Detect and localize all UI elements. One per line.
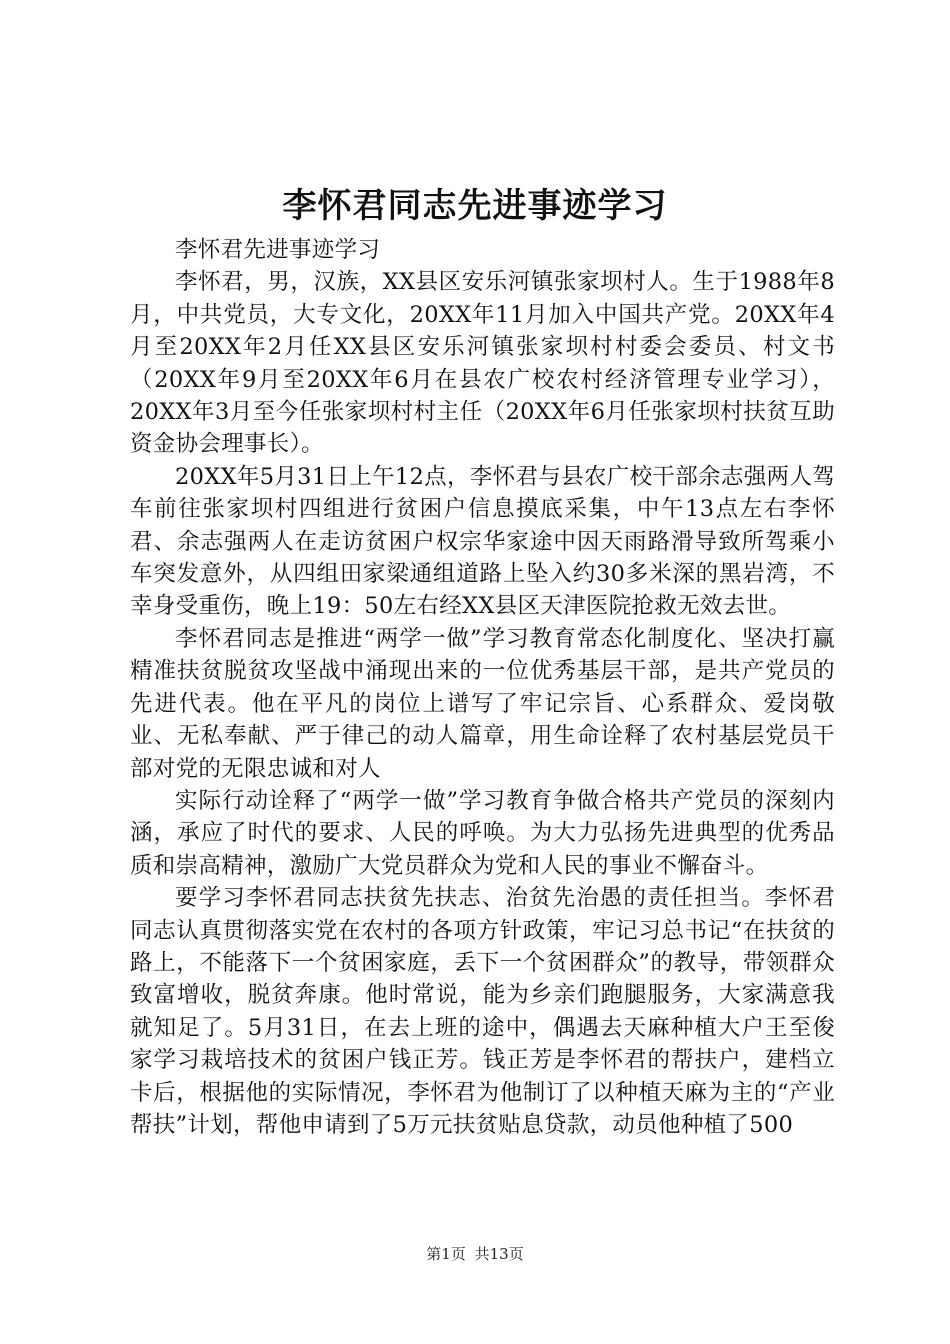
total-pages: 共13页: [474, 1245, 524, 1263]
document-subtitle: 李怀君先进事迹学习: [175, 237, 381, 263]
page-footer: [0, 1243, 950, 1264]
paragraph-biography: 李怀君，男，汉族，XX县区安乐河镇张家坝村人。生于1988年8月，中共党员，大专文化，20XX年11月加入中国共产党。20XX年4月至20XX年2月任XX县区安乐河镇张家坝村村委会委员、村文书（20XX年9月至20XX年6月在县农广校农村经济管理专业学习），20XX年3月至今任张家坝村村主任（20XX年6月任张家坝村扶贫互助资金协会理事长）。: [130, 269, 835, 458]
paragraph-accident: 20XX年5月31日上午12点，李怀君与县农广校干部余志强两人驾车前往张家坝村四组进行贫困户信息摸底采集，中午13点左右李怀君、余志强两人在走访贫困户权宗华家途中因天雨路滑导致所驾乘小车突发意外，从四组田家梁通组道路上坠入约30多米深的黑岩湾，不幸身受重伤，晚上19：50左右经XX县区天津医院抢救无效去世。: [130, 463, 835, 620]
document-title: 李怀君同志先进事迹学习: [282, 186, 668, 226]
document-body: [130, 234, 835, 1141]
paragraph-exemplar: 李怀君同志是推进“两学一做”学习教育常态化制度化、坚决打赢精准扶贫脱贫攻坚战中涌现出来的一位优秀基层干部，是共产党员的先进代表。他在平凡的岗位上谱写了牢记宗旨、心系群众、爱岗敬业、无私奉献、严于律己的动人篇章，用生命诠释了农村基层党员干部对党的无限忠诚和对人: [130, 625, 835, 782]
paragraph-poverty-relief: 要学习李怀君同志扶贫先扶志、治贫先治愚的责任担当。李怀君同志认真贯彻落实党在农村的各项方针政策，牢记习总书记“在扶贫的路上，不能落下一个贫困家庭，丢下一个贫困群众”的教导，带领群众致富增收，脱贫奔康。他时常说，能为乡亲们跑腿服务，大家满意我就知足了。5月31日，在去上班的途中，偶遇去天麻种植大户王至俊家学习栽培技术的贫困户钱正芳。钱正芳是李怀君的帮扶户，建档立卡后，根据他的实际情况，李怀君为他制订了以种植天麻为主的“产业帮扶”计划，帮他申请到了5万元扶贫贴息贷款，动员他种植了500: [130, 885, 835, 1138]
paragraph-practice: 实际行动诠释了“两学一做”学习教育争做合格共产党员的深刻内涵，承应了时代的要求、人民的呼唤。为大力弘扬先进典型的优秀品质和崇高精神，激励广大党员群众为党和人民的事业不懈奋斗。: [130, 787, 835, 879]
page-number: 第1页: [426, 1245, 466, 1263]
